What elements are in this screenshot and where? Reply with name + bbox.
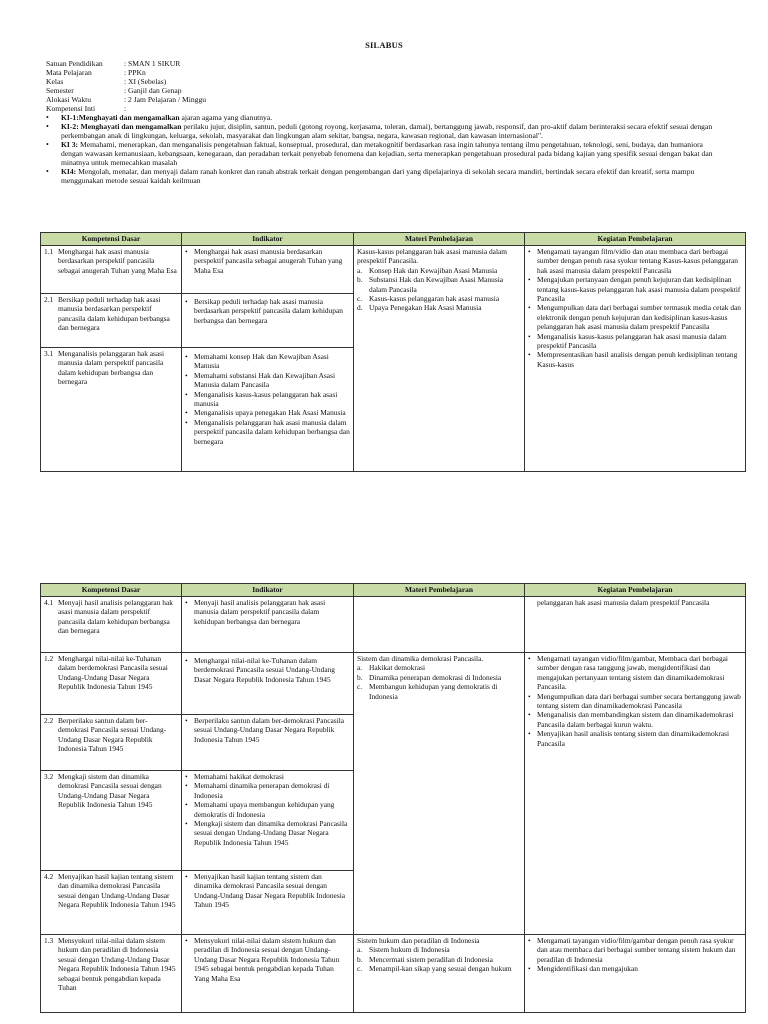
kegiatan-cell (525, 246, 746, 472)
list-item: • Mengumpulkan data dari berbagai sumber termasuk media cetak dan elektronik dengan penuh kejujuran dan kedisiplinan kasus-kasus pelanggaran hak asasi manusia dalam prespektif Pancasila (528, 303, 742, 331)
info-value: : (124, 104, 127, 113)
list-item: a. Konsep Hak dan Kewajiban Asasi Manusia (357, 265, 498, 275)
table-row (41, 597, 746, 653)
indikator-cell (182, 348, 354, 472)
info-value: : XI (Sebelas) (124, 77, 167, 86)
list-item: b. Mencermati sistem peradilan di Indonesia (357, 954, 493, 964)
info-row-satuan (46, 59, 726, 68)
list-item: • Menghargai nilai-nilai ke-Tuhanan dalam berdemokrasi Pancasila sesuai Undang-Undang Dasar Negara Republik Indonesia Tahun 1945 (185, 656, 350, 684)
kegiatan-cell (525, 935, 746, 1013)
materi-intro: Sistem dan dinamika demokrasi Pancasila. (357, 654, 484, 663)
column-header: Kompetensi Dasar (41, 233, 182, 246)
indikator-cell (182, 771, 354, 871)
list-item: • Mengumpulkan data dari berbagai sumber secara bertanggung jawab tentang sistem dan dinamikademokrasi Pancasila (528, 692, 742, 711)
syllabus-table-2 (40, 583, 746, 1013)
ki-item: • KI-1:Menghayati dan mengamalkan ajaran agama yang dianutnya. (46, 113, 726, 122)
info-label: Kelas (46, 77, 64, 86)
indikator-cell (182, 597, 354, 653)
info-row-semester (46, 86, 726, 95)
info-value: : SMAN 1 SIKUR (124, 59, 181, 68)
list-item: • Mengkaji sistem dan dinamika demokrasi Pancasila sesuai dengan Undang-Undang Dasar Negara Republik Indonesia Tahun 1945 (185, 819, 350, 847)
kegiatan-continued: pelanggaran hak asasi manusia dalam prespektif Pancasila (537, 598, 710, 607)
info-value: : PPKn (124, 68, 146, 77)
indikator-cell (182, 715, 354, 771)
column-header: Indikator (182, 233, 354, 246)
indikator-cell (182, 871, 354, 935)
ki-item: • KI-2: Menghayati dan mengamalkan perilaku jujur, disiplin, santun, peduli (gotong royong, kerjasama, toleran, damai), bertanggung jawab, responsif, dan pro-aktif dalam berinteraksi secara efektif sesuai dengan perkembangan anak di lingkungan, keluarga, sekolah, masyarakat dan lingkungan alam sekitar, bangsa, negara, kawasan regional, dan kawasan internasional". (46, 122, 726, 140)
table-header-row (41, 233, 746, 246)
table-row (41, 653, 746, 715)
info-value: : 2 Jam Pelajaran / Minggu (124, 95, 207, 104)
list-item: • Mensyukuri nilai-nilai dalam sistem hukum dan peradilan di Indonesia sesuai dengan Undang-Undang Dasar Negara Republik Indonesia Tahun 1945 sebagai bentuk pengabdian kepada Tuhan Yang Maha Esa (185, 936, 350, 983)
list-item: • Mempresentasikan hasil analisis dengan penuh kedisiplinan tentang Kasus-kasus (528, 350, 742, 369)
kd-cell: 1.1 Menghargai hak asasi manusia berdasarkan perspektif pancasila sebagai anugerah Tuhan yang Maha Esa (41, 246, 182, 294)
syllabus-table-1 (40, 232, 746, 472)
materi-cell (354, 935, 525, 1013)
kd-cell: 1.2 Menghargai nilai-nilai ke-Tuhanan dalam berdemokrasi Pancasila sesuai Undang-Undang Dasar Negara Republik Indonesia Tahun 1945 (41, 653, 182, 715)
info-row-kelas (46, 77, 726, 86)
info-label: Mata Pelajaran (46, 68, 92, 77)
list-item: • Mengamati tayangan vidio/film/gambar, Membaca dari berbagai sumber dengan rasa tanggung jawab, mengidentifikasi dan mengajukan pertanyaan tentang sistem dan dinamikademokrasi Pancasila. (528, 654, 742, 692)
materi-cell (354, 597, 525, 653)
column-header: Indikator (182, 584, 354, 597)
list-item: a. Hakikat demokrasi (357, 663, 426, 673)
list-item: c. Kasus-kasus pelanggaran hak asasi manusia (357, 294, 500, 304)
kd-cell: 1.3 Mensyukuri nilai-nilai dalam sistem hukum dan peradilan di Indonesia sesuai dengan Undang-Undang Dasar Negara Republik Indonesia Tahun 1945 sebagai bentuk pengabdian kepada Tuhan (41, 935, 182, 1013)
column-header: Materi Pembelajaran (354, 584, 525, 597)
info-row-ki (46, 104, 726, 113)
list-item: • Menganalisis kasus-kasus pelanggaran hak asasi manusia (185, 390, 350, 409)
list-item: • Memahami substansi Hak dan Kewajiban Asasi Manusia dalam Pancasila (185, 371, 350, 390)
list-item: • Berperilaku santun dalam ber-demokrasi Pancasila sesuai Undang-Undang Dasar Negara Republik Indonesia Tahun 1945 (185, 716, 350, 744)
header-info (46, 59, 726, 185)
kd-cell: 2.2 Berperilaku santun dalam ber-demokrasi Pancasila sesuai Undang-Undang Dasar Negara Republik Indonesia Tahun 1945 (41, 715, 182, 771)
info-label: Alokasi Waktu (46, 95, 92, 104)
list-item: • Mengidentifikasi dan mengajukan (528, 964, 742, 973)
list-item: • Mengamati tayangan vidio/film/gambar dengan penuh rasa syukur dan atau membaca dari berbagai sumber tentang sistem hukum dan peradilan di Indonesia (528, 936, 742, 964)
indikator-cell (182, 653, 354, 715)
ki-item: • KI 3: Memahami, menerapkan, dan menganalisis pengetahuan faktual, konseptual, prosedural, dan metakognitif berdasarkan rasa ingin tahunya tentang ilmu pengetahuan, teknologi, seni, budaya, dan humaniora dengan wawasan kemanusiaan, kebangsaan, kenegaraan, dan peradaban terkait penyebab fenomena dan kejadian, serta menerapkan pengetahuan prosedural pada bidang kajian yang spesifik sesuai dengan bakat dan minatnya untuk memecahkan masalah (46, 140, 726, 167)
indikator-cell (182, 246, 354, 294)
list-item: • Menghargai hak asasi manusia berdasarkan perspektif pancasila sebagai anugerah Tuhan yang Maha Esa (185, 247, 350, 275)
list-item: b. Dinamika penerapan demokrasi di Indonesia (357, 672, 502, 682)
column-header: Kompetensi Dasar (41, 584, 182, 597)
ki-list (46, 113, 726, 185)
kd-cell: 2.1 Bersikap peduli terhadap hak asasi manusia berdasarkan perspektif pancasila dalam kehidupan berbangsa dan bernegara (41, 294, 182, 348)
table-header-row (41, 584, 746, 597)
column-header: Materi Pembelajaran (354, 233, 525, 246)
info-label: Semester (46, 86, 74, 95)
materi-intro: Kasus-kasus pelanggaran hak asasi manusia dalam prespektif Pancasila. (357, 247, 508, 266)
list-item: • Menganalisis pelanggaran hak asasi manusia dalam perspektif pancasila dalam kehidupan berbangsa dan bernegara (185, 418, 350, 446)
indikator-cell (182, 294, 354, 348)
kegiatan-cell (525, 597, 746, 653)
kegiatan-cell (525, 653, 746, 935)
kd-cell: 3.2 Mengkaji sistem dan dinamika demokrasi Pancasila sesuai dengan Undang-Undang Dasar Negara Republik Indonesia Tahun 1945 (41, 771, 182, 871)
kd-cell: 4.1 Menyaji hasil analisis pelanggaran hak asasi manusia dalam perspektif pancasila dalam kehidupan berbangsa dan bernegara (41, 597, 182, 653)
column-header: Kegiatan Pembelajaran (525, 233, 746, 246)
info-label: Satuan Pendidikan (46, 59, 103, 68)
list-item: • Memahami konsep Hak dan Kewajiban Asasi Manusia (185, 352, 350, 371)
materi-cell (354, 246, 525, 472)
info-label: Kompetensi Inti (46, 104, 96, 113)
kd-cell: 4.2 Menyajikan hasil kajian tentang sistem dan dinamika demokrasi Pancasila sesuai dengan Undang-Undang Dasar Negara Republik Indonesia Tahun 1945 (41, 871, 182, 935)
column-header: Kegiatan Pembelajaran (525, 584, 746, 597)
list-item: • Bersikap peduli terhadap hak asasi manusia berdasarkan perspektif pancasila dalam kehidupan berbangsa dan bernegara (185, 297, 350, 325)
list-item: • Mengajukan pertanyaan dengan penuh kejujuran dan kedisiplinan tentang kasus-kasus pelanggaran hak asasi manusia dalam prespektif Pancasila (528, 275, 742, 303)
list-item: • Memahami upaya membangun kehidupan yang demokratis di Indonesia (185, 800, 350, 819)
indikator-cell (182, 935, 354, 1013)
info-row-mapel (46, 68, 726, 77)
list-item: d. Upaya Penegakan Hak Asasi Manusia (357, 303, 482, 313)
list-item: • Mengamati tayangan film/vidio dan atau membaca dari berbagai sumber dengan penuh rasa syukur tentang Kasus-kasus pelanggaran hak asasi manusia dalam prespektif Pancasila (528, 247, 742, 275)
list-item: • Menganalisis upaya penegakan Hak Asasi Manusia (185, 408, 350, 417)
list-item: • Menyajikan hasil kajian tentang sistem dan dinamika demokrasi Pancasila sesuai dengan Undang-Undang Dasar Negara Republik Indonesia Tahun 1945 (185, 872, 350, 910)
list-item: b. Substansi Hak dan Kewajiban Asasi Manusia dalam Pancasila (357, 275, 504, 294)
list-item: • Menganalisis dan membandingkan sistem dan dinamikademokrasi Pancasila dalam berbagai kurun waktu. (528, 710, 742, 729)
kd-cell: 3.1 Menganalisis pelanggaran hak asasi manusia dalam perspektif pancasila dalam kehidupan berbangsa dan bernegara (41, 348, 182, 472)
info-row-alokasi (46, 95, 726, 104)
list-item: c. Menampil-kan sikap yang sesuai dengan hukum (357, 964, 512, 974)
list-item: c. Membangun kehidupan yang demokratis di Indonesia (357, 682, 498, 701)
document-title: SILABUS (365, 40, 403, 50)
table-row (41, 935, 746, 1013)
list-item: • Memahami dinamika penerapan demokrasi di Indonesia (185, 781, 350, 800)
list-item: • Memahami hakikat demokrasi (185, 772, 350, 781)
list-item: • Menyaji hasil analisis pelanggaran hak asasi manusia dalam perspektif pancasila dalam kehidupan berbangsa dan bernegara (185, 598, 350, 626)
list-item: a. Sistem hukum di Indonesia (357, 945, 450, 955)
ki-item: • KI4: Mengolah, menalar, dan menyaji dalam ranah konkret dan ranah abstrak terkait dengan pengembangan dari yang dipelajarinya di sekolah secara mandiri, bertindak secara efektif dan kreatif, serta mampu menggunakan metode sesuai kaidah keilmuan (46, 167, 726, 185)
info-value: : Ganjil dan Genap (124, 86, 182, 95)
list-item: • Menyajikan hasil analisis tentang sistem dan dinamikademokrasi Pancasila (528, 729, 742, 748)
materi-intro: Sistem hukum dan peradilan di Indonesia (357, 936, 480, 945)
materi-cell (354, 653, 525, 935)
table-row (41, 246, 746, 294)
list-item: • Menganalisis kasus-kasus pelanggaran hak asasi manusia dalam prespektif Pancasila (528, 332, 742, 351)
